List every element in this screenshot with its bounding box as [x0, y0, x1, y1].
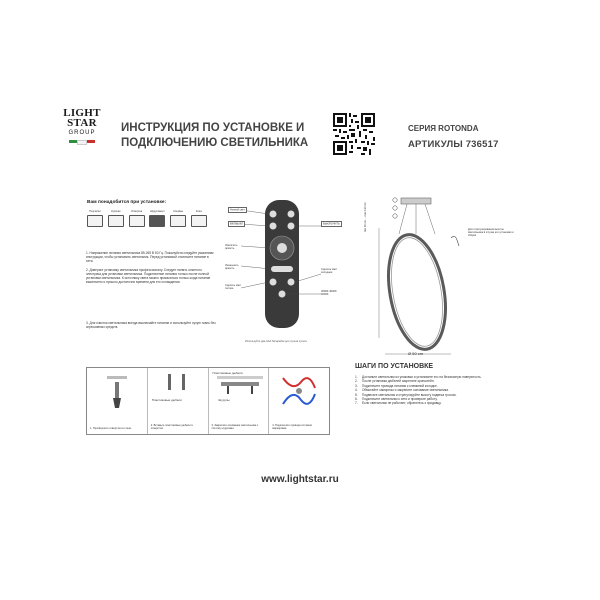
label-warmer-text: Сделать свет теплее	[225, 284, 242, 290]
wiring-icon	[277, 374, 321, 408]
remote-battery-note: Используйте два ААА батарейки для пульта пульта	[245, 340, 307, 343]
tool-gloves	[86, 210, 104, 227]
article-label: АРТИКУЛЫ 736517	[408, 139, 499, 150]
drill-icon	[149, 215, 165, 227]
steps-list	[355, 375, 545, 406]
height-range-label: min 30 cm ... max 120 cm	[364, 202, 367, 232]
label-off-text: ВЫКЛЮЧИТЬ	[323, 222, 340, 225]
step-row: 2. После установки дюбелей закрепите кронштейн.	[355, 379, 435, 384]
terminals-icon	[170, 215, 186, 227]
label-night-light-text: Ночной свет	[230, 208, 245, 211]
tool-cutters	[107, 210, 125, 227]
step-text: Достаньте светильник из упаковки и установите его на безопасную поверхность.	[362, 375, 482, 379]
step-text: Подключите светильник к сети и проверьте работу.	[362, 397, 438, 402]
step-row: 1. Достаньте светильник из упаковки и установите его на безопасную поверхность.	[355, 375, 482, 379]
italian-flag-icon	[62, 140, 102, 145]
label-on-off	[228, 222, 245, 225]
title-line-2: ПОДКЛЮЧЕНИЮ СВЕТИЛЬНИКА	[121, 137, 309, 149]
tool-wrench	[190, 210, 208, 227]
strip-cell-3	[209, 368, 270, 434]
label-brighter-text: Увеличить яркость	[225, 244, 238, 250]
strip-caption-4: 4. Подключите провода согласно маркировке.	[272, 423, 313, 430]
step-row: 6. Подключите светильник к сети и проверьте работу.	[355, 397, 438, 402]
tool-screwdriver	[128, 210, 146, 227]
installation-strip	[86, 367, 330, 435]
label-cct-text: 3000K 4000K 6000K	[321, 290, 337, 296]
cutters-icon	[108, 215, 124, 227]
dowel-icon	[162, 372, 192, 396]
brand-logo	[62, 108, 102, 145]
tools-title: Вам понадобится при установке:	[87, 200, 167, 205]
strip-header-2: Пластиковые дюбели	[151, 398, 182, 402]
tools-row	[86, 210, 208, 227]
step-row: 3. Подключите провода питания к клеммной колодке.	[355, 383, 438, 388]
title-line-1: ИНСТРУКЦИЯ ПО УСТАНОВКЕ И	[121, 122, 305, 134]
logo-line-1: LIGHT	[63, 107, 101, 119]
drill-icon	[107, 376, 127, 412]
screwdriver-icon	[129, 215, 145, 227]
strip-header-3: Шурупы	[218, 398, 230, 402]
step-row: 4. Обмотайте саморезы и закрепите основание светильника.	[355, 388, 449, 393]
strip-caption-2: 2. Вставьте пластиковые дюбели в отверстия.	[150, 423, 193, 430]
tool-label: Кусачки	[111, 210, 121, 213]
label-warmer	[225, 284, 245, 290]
label-off	[321, 222, 342, 225]
instruction-step-1: 1. Напряжение питания светильника 85-265 В 50 Гц. Пожалуйста следуйте указаниям инструкции, чтобы установить светильник. Перед установкой отключите питание в сети.	[86, 251, 214, 264]
label-brighter	[225, 244, 245, 250]
instruction-step-2: 2. Доверьте установку светильника профессионалу. Следует нанять опытного электрика для установки светильника. Подключение питания только после полной установки светильника. К источнику света можно прикасаться только когда питание выключено и прошло достаточно времени для его охлаждения.	[86, 268, 211, 285]
tool-label: Отвертка	[130, 210, 143, 213]
step-text: После установки дюбелей закрепите кронштейн.	[362, 379, 435, 384]
height-adjust-note: Для отрегулирования высоты светильника в случае его установки и сборки	[468, 228, 514, 237]
strip-cell-2	[148, 368, 209, 434]
label-dimmer-text: Уменьшить яркость	[225, 264, 239, 270]
strip-caption-1: 1. Просверлите отверстия в стене.	[90, 426, 132, 430]
tool-drill	[148, 210, 166, 227]
tool-label: Ключ	[195, 210, 203, 213]
series-label: СЕРИЯ ROTONDA	[408, 124, 479, 133]
tool-terminals	[169, 210, 187, 227]
steps-title: ШАГИ ПО УСТАНОВКЕ	[355, 363, 434, 370]
wrench-icon	[191, 215, 207, 227]
label-cooler-text: Сделать свет холоднее	[321, 268, 338, 274]
diameter-label: Ø 50 cm	[408, 351, 424, 356]
page-title	[121, 121, 321, 151]
logo-group: GROUP	[68, 130, 96, 136]
step-text: Если светильник не работает, обратитесь к продавцу.	[362, 401, 442, 406]
strip-header-3-top: Пластиковые дюбели	[212, 371, 243, 375]
label-cct	[321, 290, 343, 296]
tool-label: Клеммы	[173, 210, 184, 213]
step-text: Подвесьте светильник и отрегулируйте высоту подвеса тросом.	[362, 392, 457, 397]
qr-code-icon[interactable]	[333, 113, 375, 155]
step-text: Подключите провода питания к клеммной колодке.	[362, 383, 438, 388]
strip-cell-1	[87, 368, 148, 434]
strip-caption-3: 3. Закрепите основание светильника к потолку шурупами.	[211, 423, 258, 430]
label-cooler	[321, 268, 343, 274]
website-link[interactable]: www.lightstar.ru	[261, 474, 339, 485]
label-dimmer	[225, 264, 245, 270]
label-night-light	[228, 208, 247, 211]
step-row: 7. Если светильник не работает, обратитесь к продавцу.	[355, 401, 442, 406]
logo-line-2: STAR	[67, 117, 97, 129]
tool-label: Шуруповерт	[150, 210, 165, 213]
tool-label: Перчатки	[89, 210, 101, 213]
gloves-icon	[87, 215, 103, 227]
step-row: 5. Подвесьте светильник и отрегулируйте высоту подвеса тросом.	[355, 392, 457, 397]
label-on-off-text: ВКЛ/ВЫКЛ	[230, 222, 243, 225]
strip-cell-4	[269, 368, 329, 434]
pendant-ring-diagram	[365, 188, 485, 358]
step-text: Обмотайте саморезы и закрепите основание светильника.	[362, 388, 449, 393]
instruction-step-3: 3. Для очистки светильника всегда выключайте питание и используйте сухую ткань без агрессивных средств.	[86, 321, 216, 330]
